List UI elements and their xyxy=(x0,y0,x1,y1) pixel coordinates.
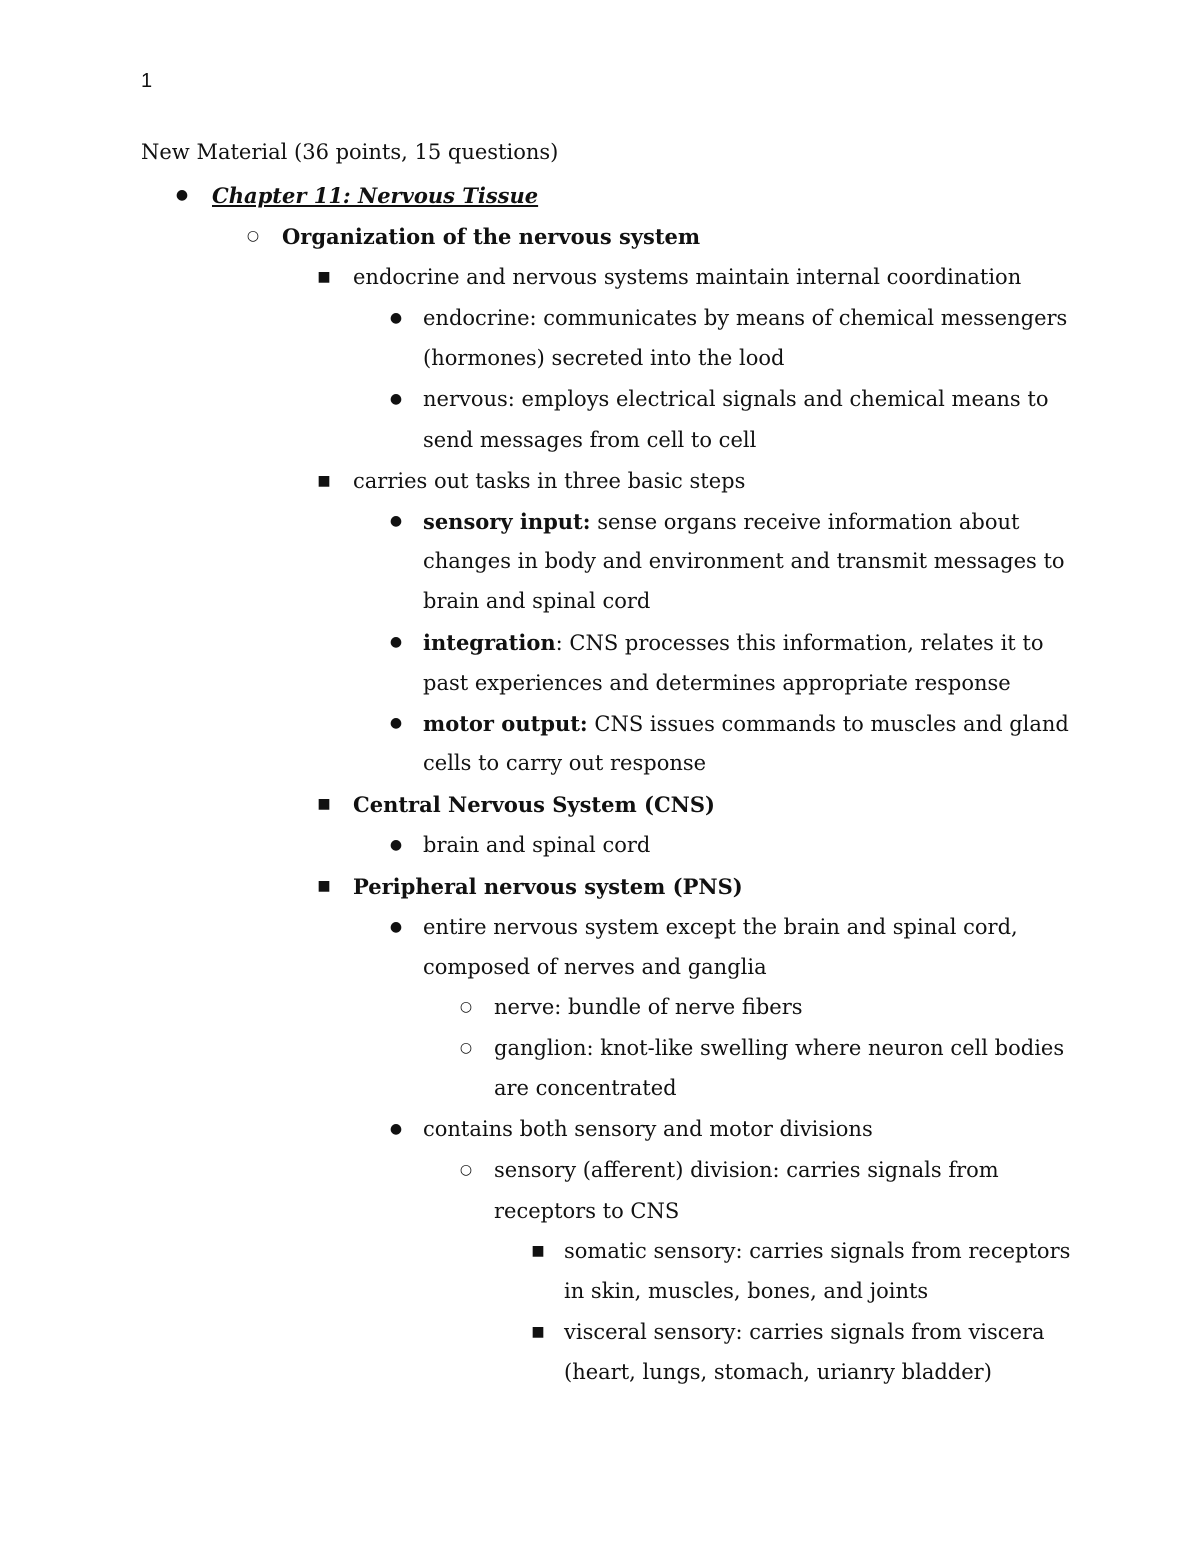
term-label: motor output: xyxy=(423,711,588,736)
list-item xyxy=(0,379,1200,420)
list-item-text: visceral sensory: carries signals from viscera xyxy=(564,1320,1045,1344)
list-item-continuation xyxy=(0,338,1200,379)
list-item-continuation xyxy=(0,947,1200,988)
bullet-icon: ● xyxy=(389,837,403,853)
list-item xyxy=(0,501,1200,542)
page-number: 1 xyxy=(141,70,153,92)
list-item-text xyxy=(423,501,1019,543)
list-item-text: sensory (afferent) division: carries signals from xyxy=(494,1158,999,1182)
list-item-text: entire nervous system except the brain and spinal cord, xyxy=(423,915,1018,939)
list-item-continuation xyxy=(0,420,1200,461)
list-item-text: brain and spinal cord xyxy=(423,833,651,857)
bullet-icon: ● xyxy=(389,1121,403,1137)
list-item-heading: Peripheral nervous system (PNS) xyxy=(353,874,743,899)
list-item-text: composed of nerves and ganglia xyxy=(423,955,767,979)
list-item-continuation xyxy=(0,1191,1200,1232)
list-item xyxy=(0,257,1200,298)
list-item xyxy=(0,1231,1200,1272)
list-item xyxy=(0,298,1200,339)
circle-bullet-icon: ○ xyxy=(246,228,260,244)
list-item-text: receptors to CNS xyxy=(494,1199,680,1223)
list-item xyxy=(0,622,1200,663)
list-item xyxy=(0,703,1200,744)
list-item-text: carries out tasks in three basic steps xyxy=(353,469,746,493)
bullet-icon: ● xyxy=(389,513,403,529)
list-item-text: ganglion: knot-like swelling where neuron cell bodies xyxy=(494,1036,1065,1060)
list-item-text: past experiences and determines appropriate response xyxy=(423,671,1011,695)
list-item xyxy=(0,825,1200,866)
bullet-icon: ● xyxy=(389,310,403,326)
chapter-title: Chapter 11: Nervous Tissue xyxy=(212,183,539,208)
term-label: sensory input: xyxy=(423,509,591,534)
list-item-text xyxy=(423,703,1069,745)
intro-heading: New Material (36 points, 15 questions) xyxy=(141,140,559,164)
square-bullet-icon: ■ xyxy=(531,1324,545,1340)
square-bullet-icon: ■ xyxy=(317,269,331,285)
term-definition: CNS issues commands to muscles and gland xyxy=(587,712,1069,736)
list-item xyxy=(0,461,1200,502)
list-item xyxy=(0,1028,1200,1069)
circle-bullet-icon: ○ xyxy=(459,1040,473,1056)
outline-chapter xyxy=(0,175,1200,216)
list-item xyxy=(0,1150,1200,1191)
list-item-text: send messages from cell to cell xyxy=(423,428,757,452)
outline-section xyxy=(0,216,1200,257)
list-item xyxy=(0,1312,1200,1353)
section-title: Organization of the nervous system xyxy=(282,224,701,249)
list-item-continuation xyxy=(0,541,1200,582)
list-item xyxy=(0,907,1200,948)
list-item-text: (heart, lungs, stomach, urianry bladder) xyxy=(564,1360,992,1384)
list-item-continuation xyxy=(0,581,1200,622)
list-item-text: are concentrated xyxy=(494,1076,677,1100)
square-bullet-icon: ■ xyxy=(531,1243,545,1259)
list-item-text: contains both sensory and motor divisions xyxy=(423,1117,873,1141)
list-item xyxy=(0,987,1200,1028)
list-item-text: cells to carry out response xyxy=(423,751,707,775)
list-item xyxy=(0,784,1200,825)
list-item-continuation xyxy=(0,1271,1200,1312)
list-item-text: (hormones) secreted into the lood xyxy=(423,346,785,370)
list-item-text: nervous: employs electrical signals and chemical means to xyxy=(423,387,1049,411)
square-bullet-icon: ■ xyxy=(317,473,331,489)
list-item-continuation xyxy=(0,1068,1200,1109)
bullet-icon: ● xyxy=(389,391,403,407)
list-item-text: endocrine and nervous systems maintain internal coordination xyxy=(353,265,1022,289)
list-item-text: in skin, muscles, bones, and joints xyxy=(564,1279,929,1303)
list-item-continuation xyxy=(0,743,1200,784)
bullet-icon: ● xyxy=(175,187,189,203)
bullet-icon: ● xyxy=(389,634,403,650)
list-item-heading: Central Nervous System (CNS) xyxy=(353,792,715,817)
term-definition: sense organs receive information about xyxy=(590,510,1020,534)
term-definition: : CNS processes this information, relates it to xyxy=(555,631,1044,655)
bullet-icon: ● xyxy=(389,715,403,731)
list-item-text xyxy=(423,622,1044,664)
list-item-text: changes in body and environment and transmit messages to xyxy=(423,549,1065,573)
list-item-text: brain and spinal cord xyxy=(423,589,651,613)
term-label: integration xyxy=(423,630,556,655)
list-item-continuation xyxy=(0,663,1200,704)
list-item-text: endocrine: communicates by means of chemical messengers xyxy=(423,306,1068,330)
list-item-text: nerve: bundle of nerve fibers xyxy=(494,995,803,1019)
circle-bullet-icon: ○ xyxy=(459,1162,473,1178)
list-item-text: somatic sensory: carries signals from receptors xyxy=(564,1239,1071,1263)
list-item xyxy=(0,1109,1200,1150)
list-item xyxy=(0,866,1200,907)
list-item-continuation xyxy=(0,1352,1200,1393)
bullet-icon: ● xyxy=(389,919,403,935)
circle-bullet-icon: ○ xyxy=(459,999,473,1015)
square-bullet-icon: ■ xyxy=(317,796,331,812)
square-bullet-icon: ■ xyxy=(317,878,331,894)
